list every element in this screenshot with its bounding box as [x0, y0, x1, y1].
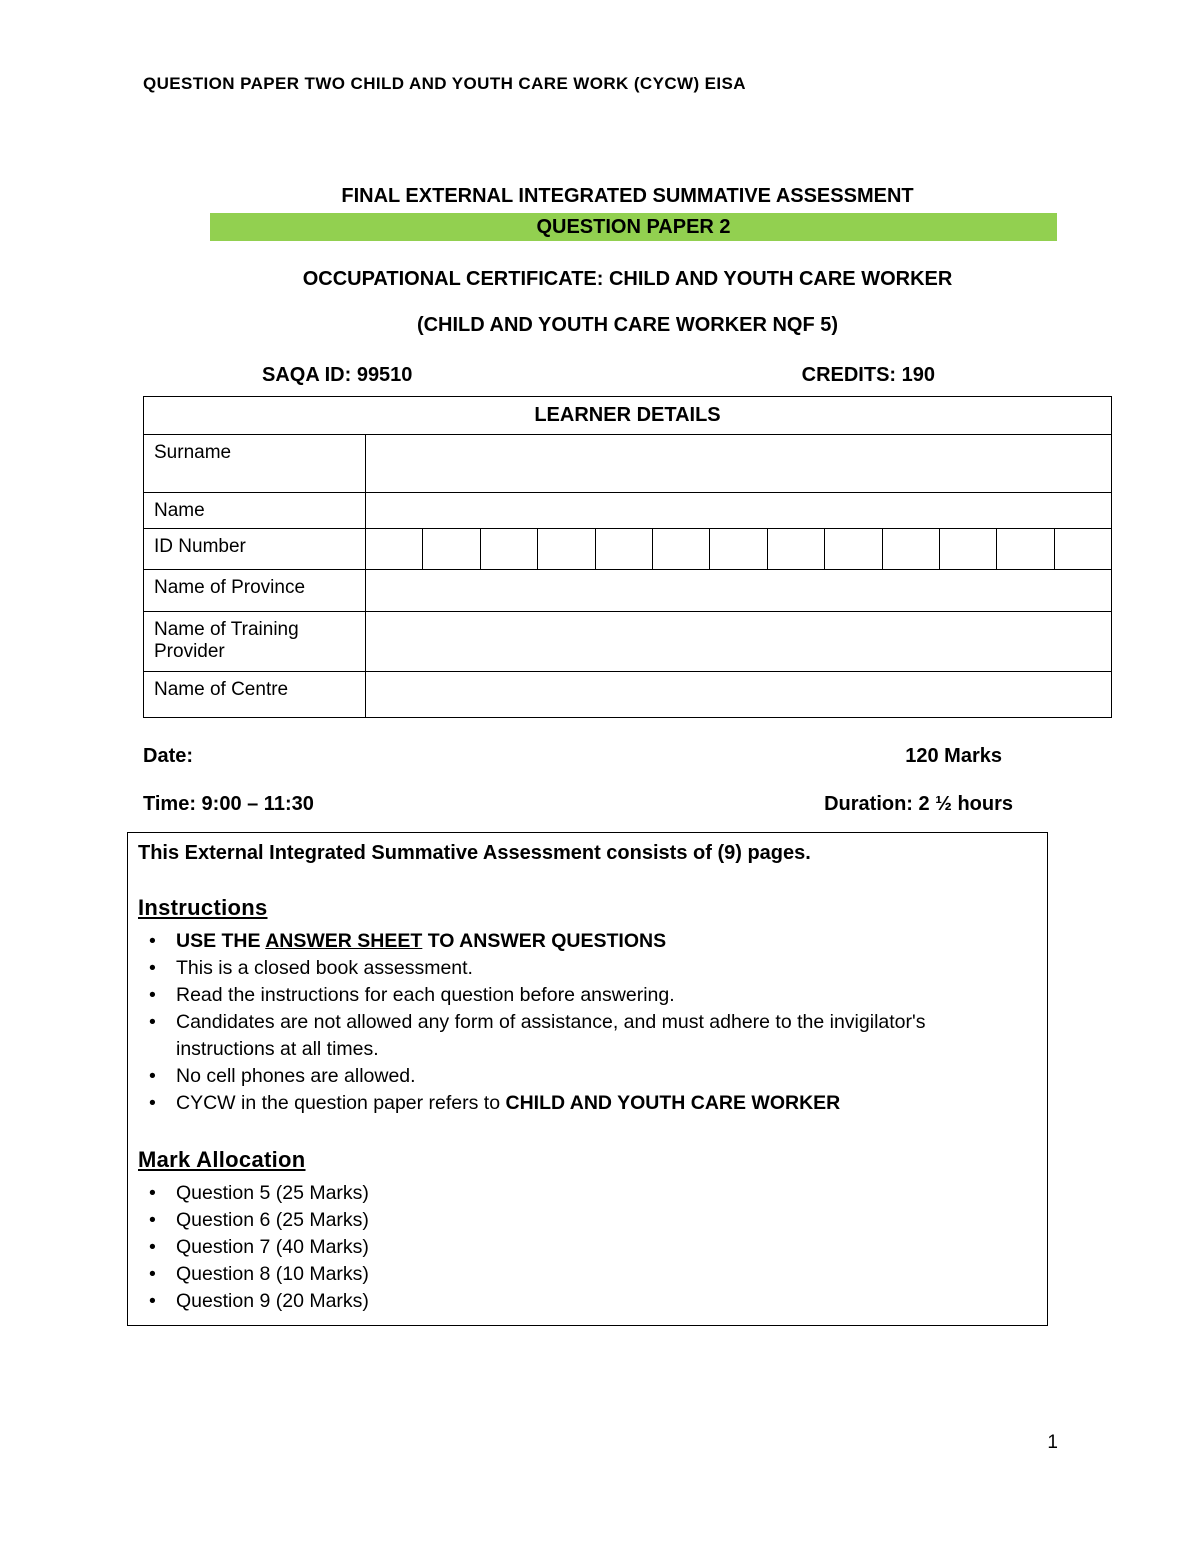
instructions-heading: Instructions — [138, 895, 268, 920]
province-label: Name of Province — [144, 570, 366, 612]
learner-details-table — [143, 396, 1112, 718]
id-digit-cell — [366, 529, 422, 569]
bullet-icon: • — [149, 1263, 156, 1285]
bullet-icon: • — [149, 1290, 156, 1312]
credits: CREDITS: 190 — [801, 364, 935, 386]
instruction-item-text: Read the instructions for each question before answering. — [176, 984, 675, 1006]
page-content — [138, 0, 1112, 1326]
instruction-item — [138, 1009, 1027, 1063]
mark-allocation-item — [138, 1261, 1027, 1288]
time-duration-row — [143, 793, 1112, 816]
table-row — [144, 493, 1112, 529]
mark-allocation-heading: Mark Allocation — [138, 1147, 306, 1172]
mark-allocation-item — [138, 1234, 1027, 1261]
table-row — [144, 570, 1112, 612]
id-digit-cell — [709, 529, 766, 569]
id-digit-cell — [939, 529, 996, 569]
table-row — [144, 529, 1112, 570]
mark-allocation-item-text: Question 6 (25 Marks) — [176, 1209, 369, 1231]
instructions-list — [138, 928, 1027, 1117]
bullet-icon: • — [149, 984, 156, 1006]
id-digit-cell — [537, 529, 594, 569]
id-digit-cell — [652, 529, 709, 569]
mark-allocation-item — [138, 1288, 1027, 1315]
instruction-item-text: USE THE ANSWER SHEET TO ANSWER QUESTIONS — [176, 930, 667, 952]
bullet-icon: • — [149, 1065, 156, 1087]
table-row — [144, 435, 1112, 493]
centre-label: Name of Centre — [144, 672, 366, 718]
instruction-item — [138, 982, 1027, 1009]
id-digit-cell — [824, 529, 881, 569]
running-header: QUESTION PAPER TWO CHILD AND YOUTH CARE WORK (CYCW) EISA — [143, 74, 746, 93]
id-digit-cell — [767, 529, 824, 569]
surname-field — [366, 435, 1112, 493]
id-digit-cell — [996, 529, 1053, 569]
date-label: Date: — [143, 745, 194, 767]
instruction-item-text: Candidates are not allowed any form of assistance, and must adhere to the invigilator's instructions at all times. — [176, 1011, 926, 1060]
name-field — [366, 493, 1112, 529]
learner-table-title: LEARNER DETAILS — [144, 397, 1112, 435]
instruction-item — [138, 1063, 1027, 1090]
mark-allocation-item-text: Question 5 (25 Marks) — [176, 1182, 369, 1204]
bullet-icon: • — [149, 1236, 156, 1258]
mark-allocation-item — [138, 1180, 1027, 1207]
training-provider-label: Name of Training Provider — [144, 612, 366, 672]
mark-allocation-item-text: Question 7 (40 Marks) — [176, 1236, 369, 1258]
qualification-line: (CHILD AND YOUTH CARE WORKER NQF 5) — [416, 314, 839, 336]
id-number-cells — [366, 529, 1111, 569]
mark-allocation-item — [138, 1207, 1027, 1234]
id-digit-cell — [422, 529, 479, 569]
table-row — [144, 397, 1112, 435]
bullet-icon: • — [149, 1011, 156, 1033]
bullet-icon: • — [149, 1182, 156, 1204]
marks-total: 120 Marks — [905, 745, 1002, 767]
paper-banner: QUESTION PAPER 2 — [210, 213, 1057, 241]
pages-note: This External Integrated Summative Assessment consists of (9) pages. — [138, 842, 811, 864]
id-digit-cell — [1054, 529, 1111, 569]
bullet-icon: • — [149, 957, 156, 979]
instruction-item-text: No cell phones are allowed. — [176, 1065, 416, 1087]
centre-field — [366, 672, 1112, 718]
saqa-credits-row — [143, 364, 1112, 387]
time-label: Time: 9:00 – 11:30 — [143, 793, 314, 815]
instruction-item — [138, 928, 1027, 955]
instruction-item — [138, 1090, 1027, 1117]
id-digit-cell — [595, 529, 652, 569]
id-number-label: ID Number — [144, 529, 366, 570]
training-provider-field — [366, 612, 1112, 672]
id-number-field — [366, 529, 1112, 570]
instruction-item-text: This is a closed book assessment. — [176, 957, 473, 979]
surname-label: Surname — [144, 435, 366, 493]
mark-allocation-list — [138, 1180, 1027, 1315]
duration-label: Duration: 2 ½ hours — [824, 793, 1013, 815]
certificate-line: OCCUPATIONAL CERTIFICATE: CHILD AND YOUTH CARE WORKER — [302, 268, 953, 290]
bullet-icon: • — [149, 1209, 156, 1231]
table-row — [144, 672, 1112, 718]
instruction-item-text: CYCW in the question paper refers to CHILD AND YOUTH CARE WORKER — [176, 1092, 841, 1114]
id-digit-cell — [480, 529, 537, 569]
mark-allocation-item-text: Question 9 (20 Marks) — [176, 1290, 369, 1312]
date-marks-row — [143, 745, 1112, 768]
province-field — [366, 570, 1112, 612]
mark-allocation-item-text: Question 8 (10 Marks) — [176, 1263, 369, 1285]
page-number: 1 — [1047, 1432, 1058, 1453]
main-title: FINAL EXTERNAL INTEGRATED SUMMATIVE ASSESSMENT — [341, 185, 914, 207]
bullet-icon: • — [149, 1092, 156, 1114]
id-digit-cell — [882, 529, 939, 569]
instructions-box — [127, 832, 1048, 1326]
table-row — [144, 612, 1112, 672]
name-label: Name — [144, 493, 366, 529]
saqa-id: SAQA ID: 99510 — [262, 364, 413, 386]
instruction-item — [138, 955, 1027, 982]
bullet-icon: • — [149, 930, 156, 952]
